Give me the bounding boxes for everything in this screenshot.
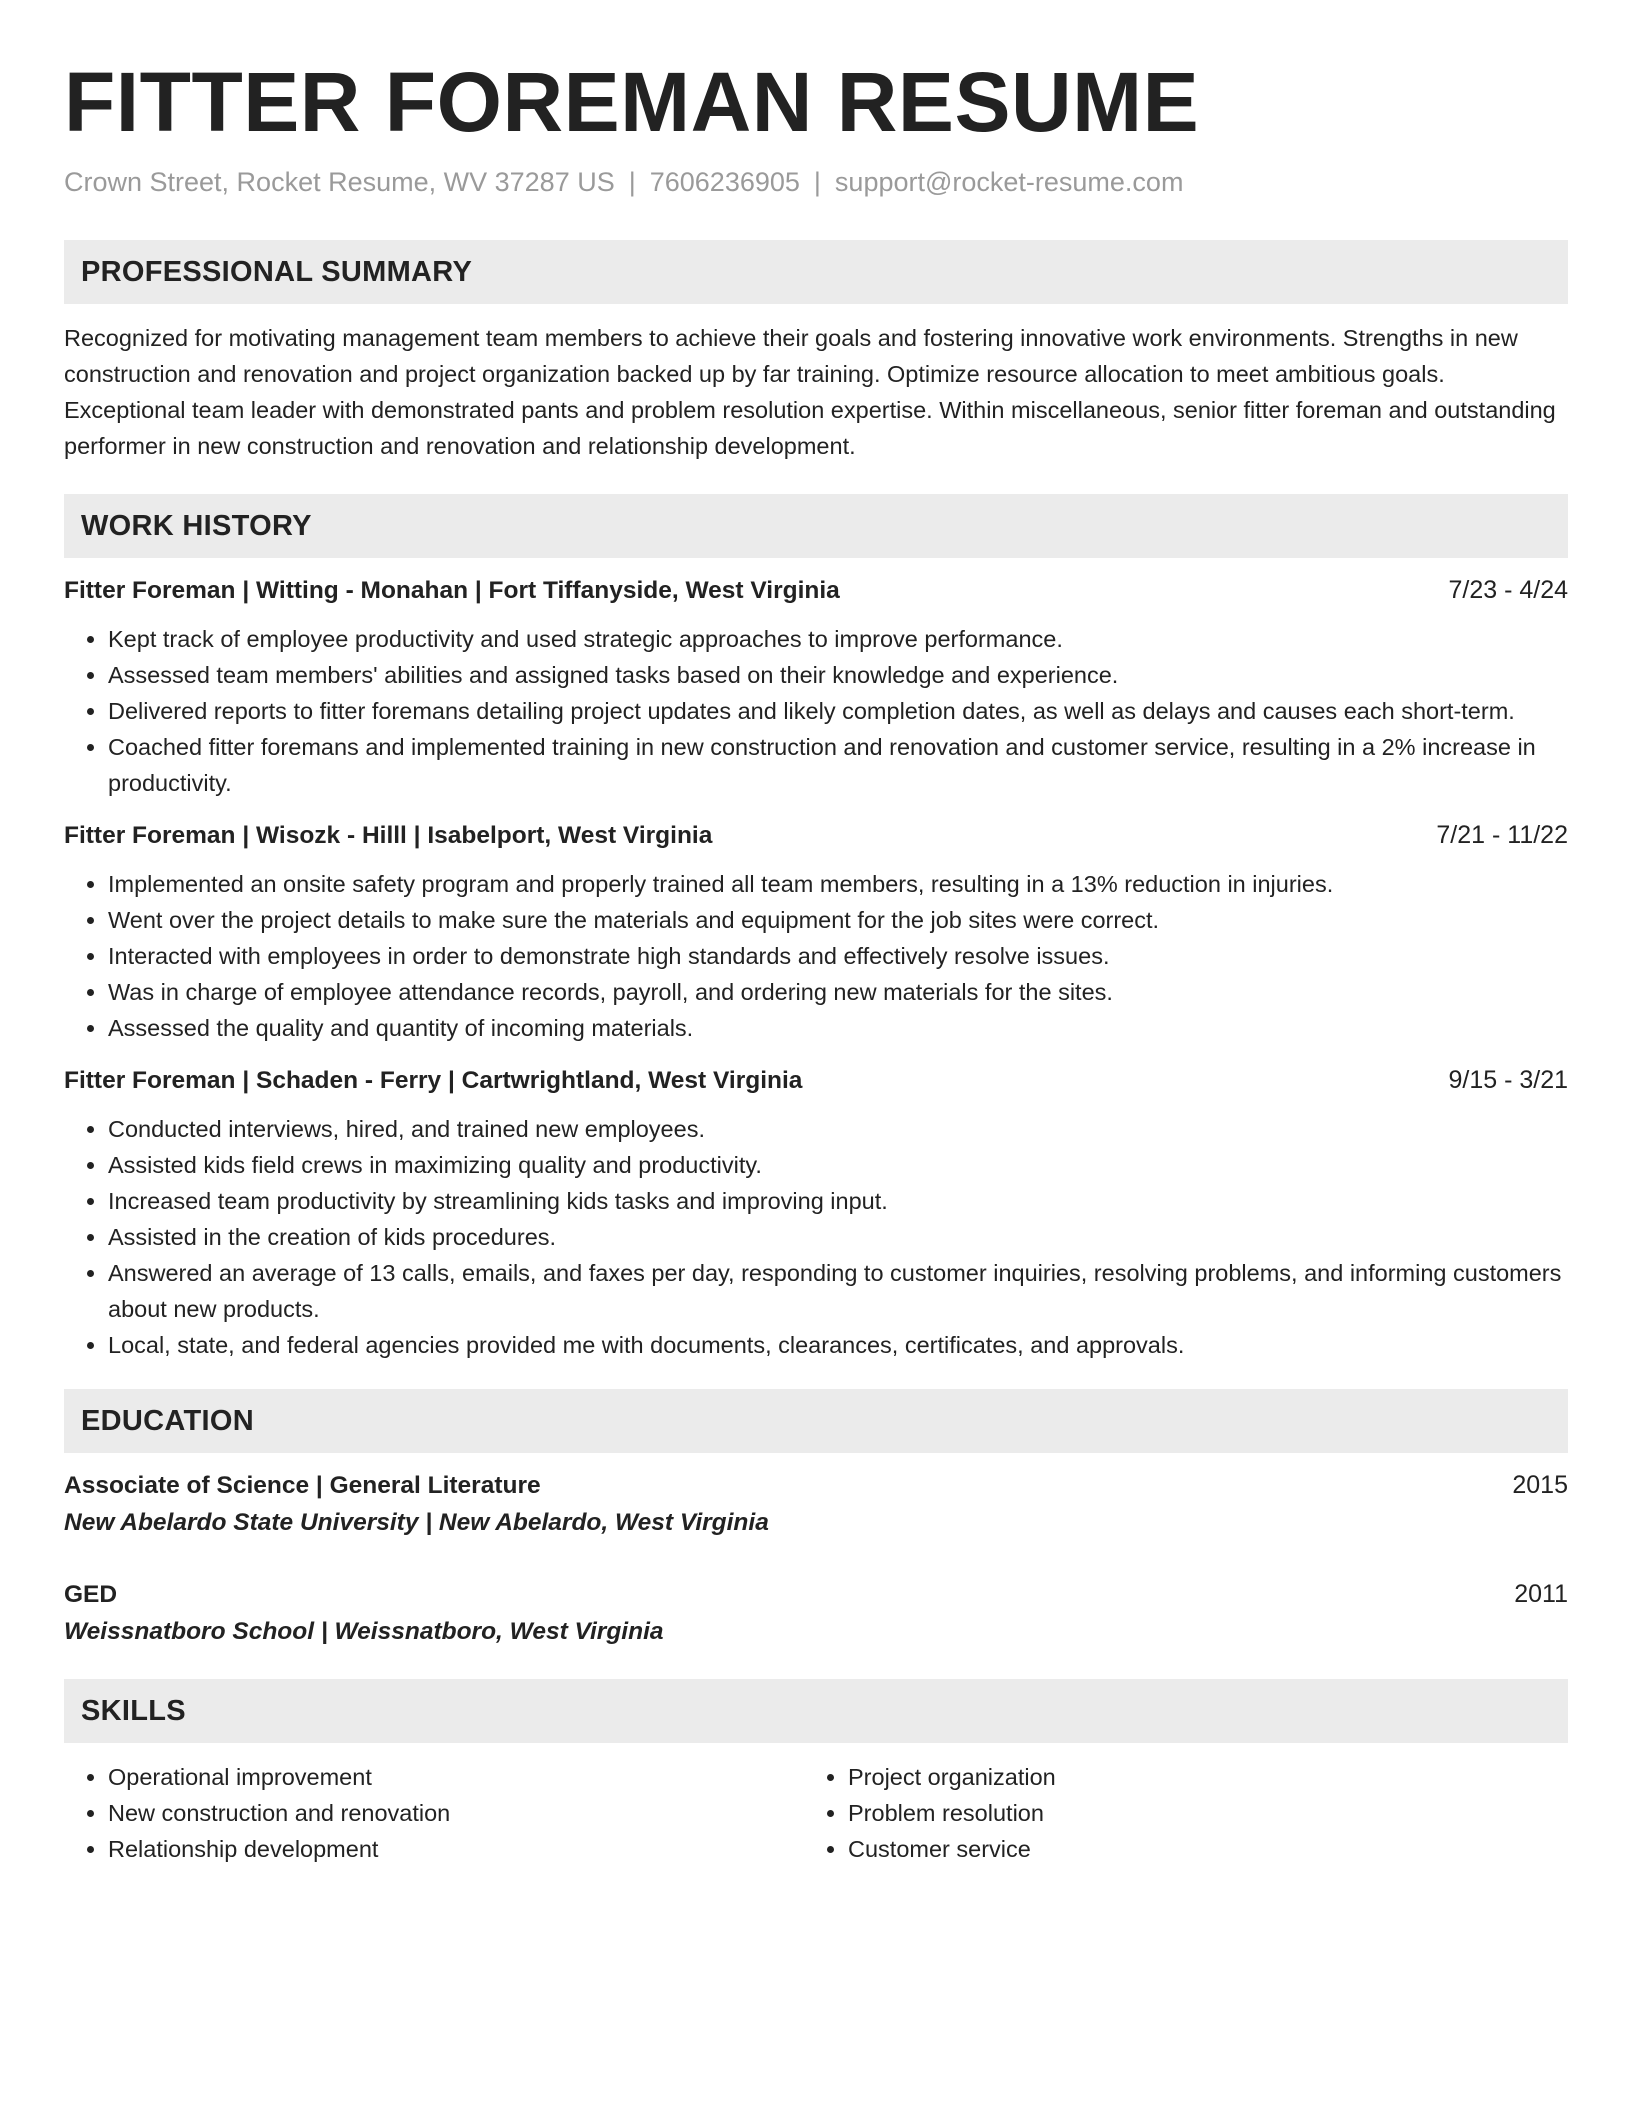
contact-line	[64, 162, 1568, 202]
education-school: New Abelardo State University | New Abelardo, West Virginia	[64, 1509, 769, 1536]
skill-item: • New construction and renovation	[108, 1795, 804, 1831]
work-history-heading: WORK HISTORY	[81, 509, 312, 542]
skill-item: • Operational improvement	[108, 1759, 804, 1795]
summary-text: Recognized for motivating management team members to achieve their goals and fostering innovative work environments. Strengths in new construction and renovation and project organization backed up by far training. Optimize resource allocation to meet ambitious goals. Exceptional team leader with demonstrated pants and problem resolution expertise. Within miscellaneous, senior fitter foreman and outstanding performer in new construction and renovation and relationship development.	[64, 325, 1556, 459]
contact-separator: |	[813, 167, 821, 197]
job-entry	[64, 572, 1568, 801]
education-heading: EDUCATION	[81, 1404, 254, 1437]
skills-heading: SKILLS	[81, 1694, 186, 1727]
education-header	[64, 1467, 1568, 1504]
education-entry	[64, 1576, 1568, 1651]
job-header	[64, 817, 1568, 854]
job-bullet: • Increased team productivity by streamlining kids tasks and improving input.	[108, 1183, 1568, 1219]
education-section-header	[64, 1389, 1568, 1453]
job-bullet: • Delivered reports to fitter foremans detailing project updates and likely completion dates, as well as delays and causes each short-term.	[108, 693, 1568, 729]
education-year: 2015	[1512, 1471, 1568, 1499]
education-header	[64, 1576, 1568, 1613]
skills-grid	[64, 1759, 1568, 1867]
job-bullet: • Assisted kids field crews in maximizing quality and productivity.	[108, 1147, 1568, 1183]
job-bullets	[64, 866, 1568, 1046]
job-bullet: • Coached fitter foremans and implemented training in new construction and renovation and customer service, resulting in a 2% increase in productivity.	[108, 729, 1568, 801]
contact-address: Crown Street, Rocket Resume, WV 37287 US	[64, 167, 615, 197]
job-bullet: • Implemented an onsite safety program and properly trained all team members, resulting in a 13% reduction in injuries.	[108, 866, 1568, 902]
contact-phone: 7606236905	[649, 167, 800, 197]
job-entry	[64, 1062, 1568, 1363]
job-dates: 7/23 - 4/24	[1448, 576, 1568, 604]
resume-title: FITTER FOREMAN RESUME	[64, 55, 1200, 149]
job-bullets	[64, 621, 1568, 801]
job-title: Fitter Foreman | Wisozk - Hilll | Isabelport, West Virginia	[64, 822, 713, 849]
job-bullet: • Conducted interviews, hired, and trained new employees.	[108, 1111, 1568, 1147]
job-dates: 7/21 - 11/22	[1436, 821, 1568, 849]
job-header	[64, 572, 1568, 609]
job-bullet: • Assisted in the creation of kids procedures.	[108, 1219, 1568, 1255]
skills-section-header	[64, 1679, 1568, 1743]
skill-item: • Project organization	[848, 1759, 1564, 1795]
job-title: Fitter Foreman | Witting - Monahan | Fort Tiffanyside, West Virginia	[64, 577, 840, 604]
job-bullets	[64, 1111, 1568, 1363]
job-entry	[64, 817, 1568, 1046]
skill-item: • Relationship development	[108, 1831, 804, 1867]
education-school: Weissnatboro School | Weissnatboro, West Virginia	[64, 1618, 664, 1645]
job-title: Fitter Foreman | Schaden - Ferry | Cartwrightland, West Virginia	[64, 1067, 803, 1094]
education-entry	[64, 1467, 1568, 1542]
job-bullet: • Interacted with employees in order to demonstrate high standards and effectively resolve issues.	[108, 938, 1568, 974]
skills-column-right	[804, 1759, 1564, 1867]
skill-item: • Problem resolution	[848, 1795, 1564, 1831]
job-bullet: • Answered an average of 13 calls, emails, and faxes per day, responding to customer inquiries, resolving problems, and informing customers about new products.	[108, 1255, 1568, 1327]
education-degree: GED	[64, 1581, 118, 1608]
summary-section-header	[64, 240, 1568, 304]
summary-heading: PROFESSIONAL SUMMARY	[81, 255, 473, 288]
job-header	[64, 1062, 1568, 1099]
skills-column-left	[64, 1759, 804, 1867]
job-bullet: • Went over the project details to make sure the materials and equipment for the job sites were correct.	[108, 902, 1568, 938]
job-dates: 9/15 - 3/21	[1448, 1066, 1568, 1094]
contact-email: support@rocket-resume.com	[834, 167, 1184, 197]
job-bullet: • Was in charge of employee attendance records, payroll, and ordering new materials for the sites.	[108, 974, 1568, 1010]
skill-item: • Customer service	[848, 1831, 1564, 1867]
education-degree: Associate of Science | General Literature	[64, 1472, 541, 1499]
job-bullet: • Assessed team members' abilities and assigned tasks based on their knowledge and experience.	[108, 657, 1568, 693]
education-year: 2011	[1514, 1580, 1568, 1608]
contact-separator: |	[628, 167, 636, 197]
job-bullet: • Assessed the quality and quantity of incoming materials.	[108, 1010, 1568, 1046]
job-bullet: • Kept track of employee productivity and used strategic approaches to improve performance.	[108, 621, 1568, 657]
work-history-section-header	[64, 494, 1568, 558]
job-bullet: • Local, state, and federal agencies provided me with documents, clearances, certificates, and approvals.	[108, 1327, 1568, 1363]
